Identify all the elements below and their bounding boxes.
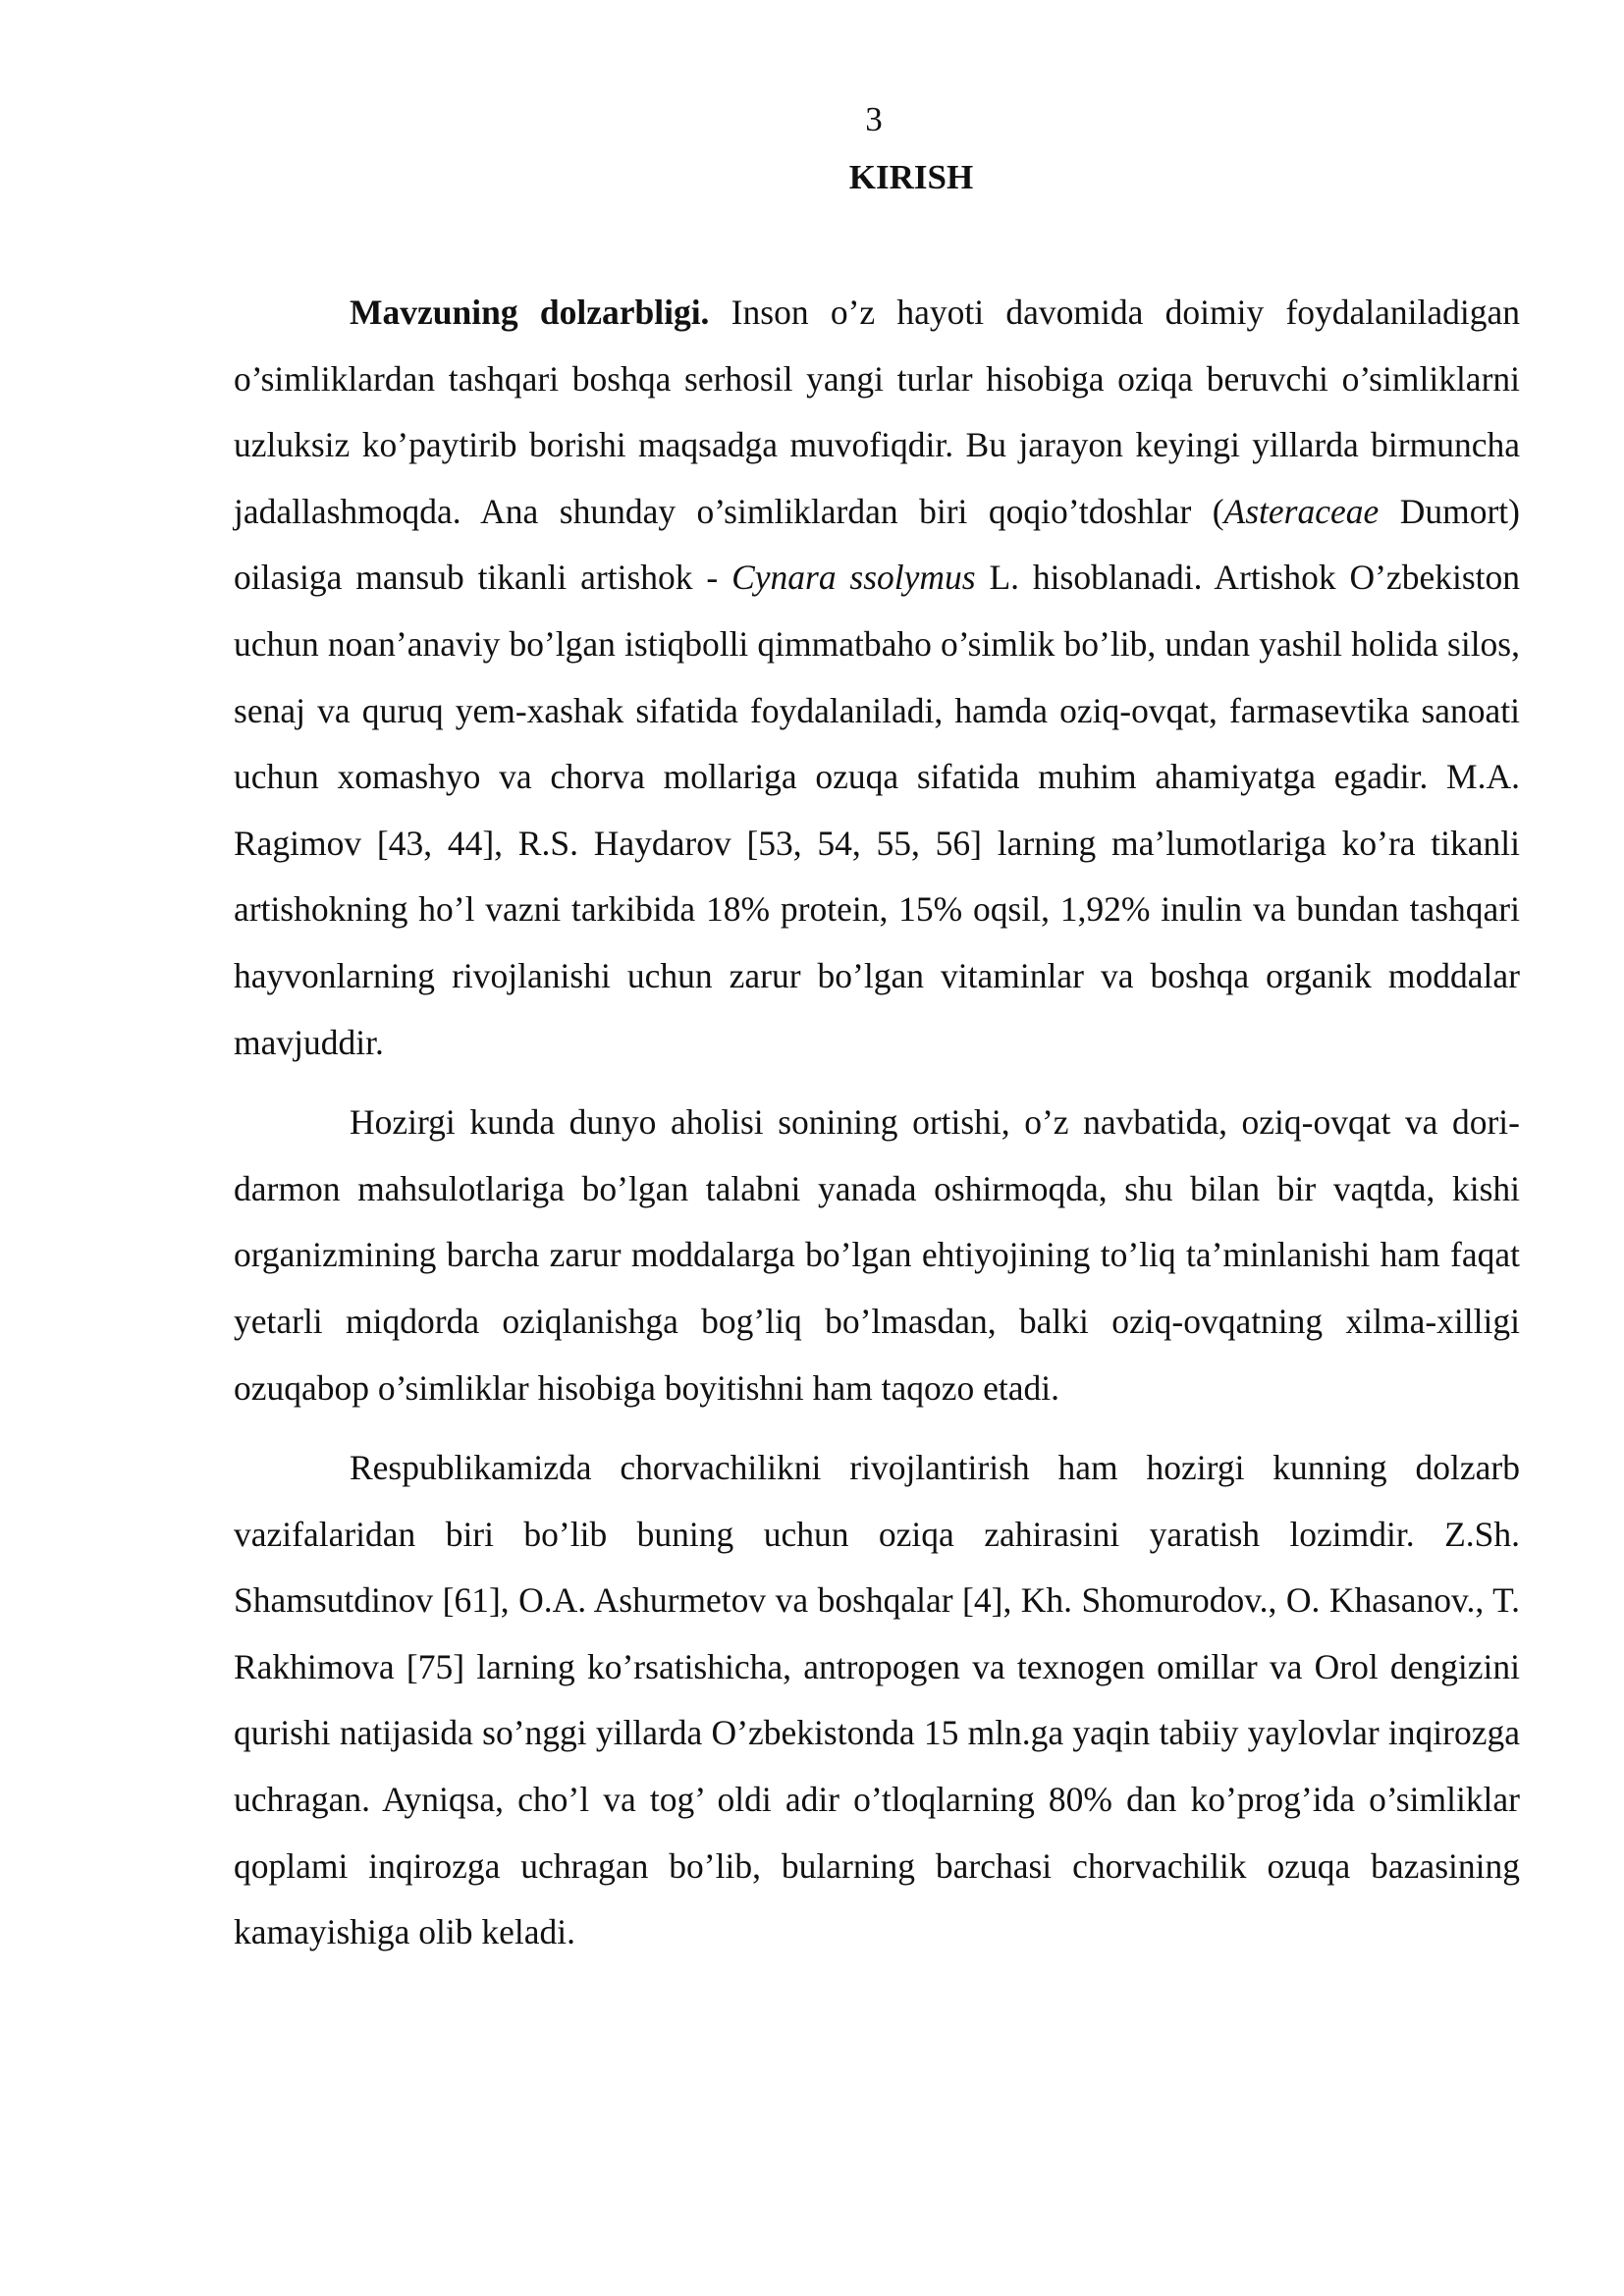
paragraph-text: Dumort) oilasiga mansub tikanli artishok -: [234, 491, 1520, 598]
paragraph-lead: Mavzuning dolzarbligi.: [350, 293, 710, 332]
body-text: [234, 280, 1520, 1980]
paragraph-text: Inson o’z hayoti davomida doimiy foydalaniladigan o’simliklardan tashqari boshqa serhosil yangi turlar hisobiga oziqa beruvchi o’simliklarni uzluksiz ko’paytirib borishi maqsadga muvofiqdir. Bu jarayon keyingi yillarda birmuncha jadallashmoqda. Ana shunday o’simliklardan biri qoqio’tdoshlar (: [234, 293, 1521, 531]
paragraph-text: L. hisoblanadi. Artishok O’zbekiston uchun noan’anaviy bo’lgan istiqbolli qimmatbaho o’simlik bo’lib, undan yashil holida silos, senaj va quruq yem-xashak sifatida foydalaniladi, hamda oziq-ovqat, farmasevtika sanoati uchun xomashyo va chorva mollariga ozuqa sifatida muhim ahamiyatga egadir. M.A. Ragimov [43, 44], R.S. Haydarov [53, 54, 55, 56] larning ma’lumotlariga ko’ra tikanli artishokning ho’l vazni tarkibida 18% protein, 15% oqsil, 1,92% inulin va bundan tashqari hayvonlarning rivojlanishi uchun zarur bo’lgan vitaminlar va boshqa organik moddalar mavjuddir.: [234, 558, 1520, 1062]
species-name-italic: Cynara ssolymus: [731, 558, 976, 598]
section-heading: KIRISH: [848, 158, 974, 196]
page-number: 3: [865, 100, 883, 138]
paragraph-population: Hozirgi kunda dunyo aholisi sonining ortishi, o’z navbatida, oziq-ovqat va dori-darmon mahsulotlariga bo’lgan talabni yanada oshirmoqda, shu bilan bir vaqtda, kishi organizmining barcha zarur moddalarga bo’lgan ehtiyojining to’liq ta’minlanishi ham faqat yetarli miqdorda oziqlanishga bog’liq bo’lmasdan, balki oziq-ovqatning xilma-xilligi ozuqabop o’simliklar hisobiga boyitishni ham taqozo etadi.: [234, 1102, 1520, 1408]
paragraph-relevance: [234, 280, 1520, 1076]
paragraph-livestock: Respublikamizda chorvachilikni rivojlantirish ham hozirgi kunning dolzarb vazifalaridan biri bo’lib buning uchun oziqa zahirasini yaratish lozimdir. Z.Sh. Shamsutdinov [61], O.A. Ashurmetov va boshqalar [4], Kh. Shomurodov., O. Khasanov., T. Rakhimova [75] larning ko’rsatishicha, antropogen va texnogen omillar va Orol dengizini qurishi natijasida so’nggi yillarda O’zbekistonda 15 mln.ga yaqin tabiiy yaylovlar inqirozga uchragan. Ayniqsa, cho’l va tog’ oldi adir o’tloqlarning 80% dan ko’prog’ida o’simliklar qoplami inqirozga uchragan bo’lib, bularning barchasi chorvachilik ozuqa bazasining kamayishiga olib keladi.: [234, 1448, 1520, 1952]
family-name-italic: Asteraceae: [1223, 491, 1380, 531]
